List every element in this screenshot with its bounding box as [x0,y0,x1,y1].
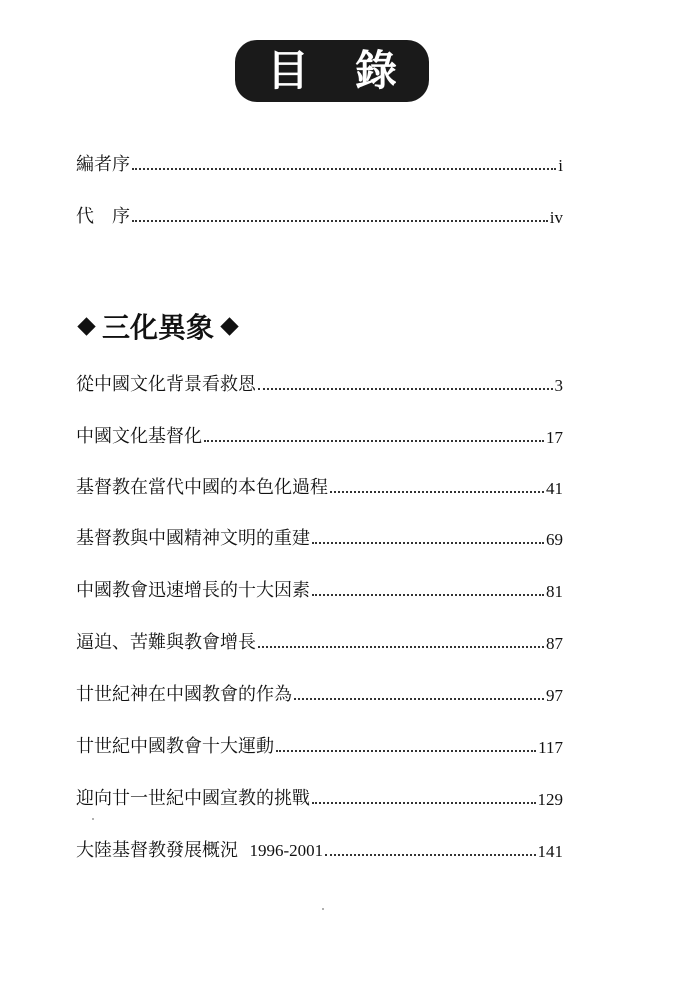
dot-leader [312,594,544,596]
toc-entry-page: 81 [546,582,563,601]
dot-leader [132,220,548,222]
dot-leader [204,440,544,442]
toc-entry[interactable] [76,522,563,548]
dot-leader [325,854,535,856]
dot-leader [276,750,536,752]
toc-entry-page: 17 [546,428,563,447]
section-heading-text: 三化異象 [102,311,215,344]
toc-entry[interactable] [76,626,563,652]
toc-entry[interactable] [76,200,563,226]
toc-entry-page: 87 [546,634,563,653]
dot-leader [258,646,544,648]
dot-leader [330,491,544,493]
toc-entry-title: 廿世紀神在中國教會的作為 [76,684,292,705]
dot-leader [312,542,544,544]
toc-entry[interactable] [76,678,563,704]
toc-entry[interactable] [76,471,563,497]
page-title-char-1: 目 [267,46,310,95]
scan-speck [92,818,94,820]
toc-entry-page: 141 [537,842,563,861]
toc-entry-title: 廿世紀中國教會十大運動 [76,736,274,757]
toc-entry-title: 編者序 [76,154,130,175]
toc-entry-title-text: 大陸基督教發展概況 [76,840,238,861]
dot-leader [294,698,544,700]
toc-entry-title: 基督教在當代中國的本色化過程 [76,477,328,498]
toc-entry-title: 逼迫、苦難與教會增長 [76,632,256,653]
toc-entry[interactable] [76,368,563,394]
toc-entry-page: 69 [546,530,563,549]
dot-leader [132,168,556,170]
toc-entry-page: 117 [538,738,563,757]
toc-entry-year-range: 1996-2001 [249,841,324,860]
toc-entry-page: 129 [537,790,563,809]
toc-entry[interactable] [76,148,563,174]
toc-entry-page: 97 [546,686,563,705]
toc-entry[interactable] [76,782,563,808]
toc-entry[interactable] [76,574,563,600]
toc-entry-title: 基督教與中國精神文明的重建 [76,528,310,549]
toc-entry-page: 41 [546,479,563,498]
page-title-badge [235,40,429,102]
toc-entry[interactable] [76,420,563,446]
dot-leader [312,802,536,804]
toc-entry-page: iv [549,208,563,227]
toc-entry-title [76,842,323,860]
toc-entry-title: 代 序 [76,206,130,227]
toc-entry-title: 中國教會迅速增長的十大因素 [76,580,310,601]
toc-entry-page: 3 [554,376,563,395]
toc-entry-title: 迎向廿一世紀中國宣教的挑戰 [76,788,310,809]
toc-entry[interactable] [76,730,563,756]
dot-leader [258,388,553,390]
toc-entry-title: 從中國文化背景看救恩 [76,374,256,395]
scan-speck [322,908,324,910]
toc-entry-page: i [558,156,563,175]
section-heading [76,307,245,345]
page-title-char-2: 錄 [354,46,397,95]
toc-entry-title: 中國文化基督化 [76,426,202,447]
toc-entry[interactable] [76,834,563,860]
diamond-bullet-icon [77,317,95,335]
diamond-bullet-icon [220,317,238,335]
